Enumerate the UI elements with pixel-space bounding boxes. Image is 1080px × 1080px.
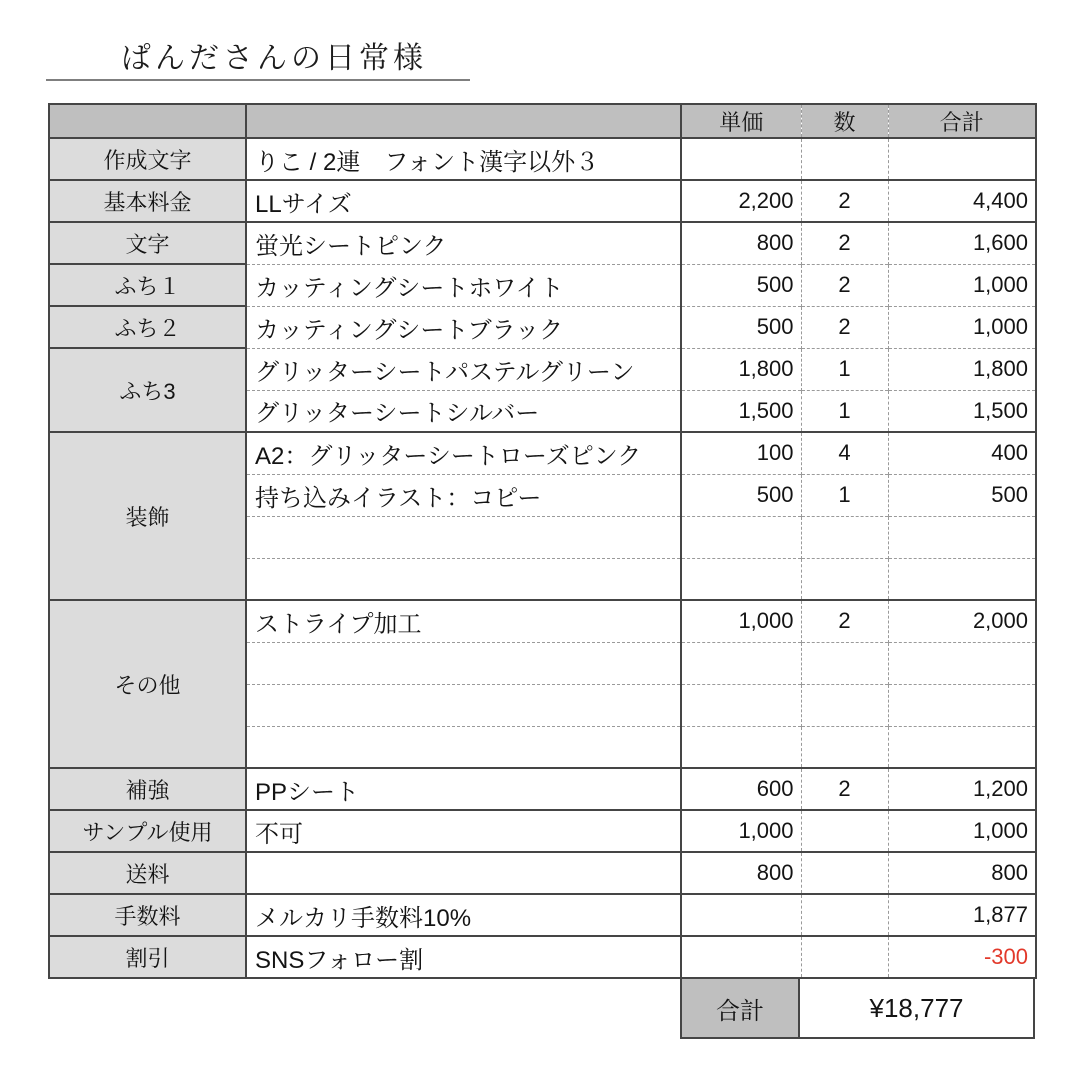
table-row	[49, 222, 1036, 264]
qty-cell: 1	[801, 390, 888, 432]
unit-price-cell	[681, 138, 801, 180]
table-row	[49, 936, 1036, 978]
total-cell: 1,200	[888, 768, 1036, 810]
item-desc-cell: PPシート	[246, 768, 681, 810]
row-label: 装飾	[49, 432, 246, 600]
total-cell: 1,500	[888, 390, 1036, 432]
unit-price-cell: 500	[681, 264, 801, 306]
total-cell: 4,400	[888, 180, 1036, 222]
grand-total	[680, 977, 1035, 1039]
qty-cell	[801, 516, 888, 558]
qty-cell	[801, 936, 888, 978]
qty-cell	[801, 558, 888, 600]
table-row	[49, 432, 1036, 474]
qty-cell: 2	[801, 180, 888, 222]
header-blank-desc	[246, 104, 681, 138]
item-desc-cell: SNSフォロー割	[246, 936, 681, 978]
customer-name-title: ぱんださんの日常様	[121, 42, 427, 75]
qty-cell: 1	[801, 348, 888, 390]
total-cell: 500	[888, 474, 1036, 516]
grand-total-value: ¥18,777	[800, 977, 1035, 1039]
row-label: 作成文字	[49, 138, 246, 180]
unit-price-cell: 500	[681, 306, 801, 348]
qty-cell: 2	[801, 264, 888, 306]
table-row	[49, 264, 1036, 306]
qty-cell	[801, 642, 888, 684]
unit-price-cell: 1,000	[681, 810, 801, 852]
title-underline	[46, 79, 470, 81]
unit-price-cell	[681, 558, 801, 600]
unit-price-cell: 1,800	[681, 348, 801, 390]
row-label: 基本料金	[49, 180, 246, 222]
qty-cell: 1	[801, 474, 888, 516]
header-blank-label	[49, 104, 246, 138]
item-desc-cell	[246, 852, 681, 894]
unit-price-cell	[681, 516, 801, 558]
row-label: 割引	[49, 936, 246, 978]
total-cell: 1,877	[888, 894, 1036, 936]
total-cell	[888, 138, 1036, 180]
total-cell: 1,000	[888, 810, 1036, 852]
table-row	[49, 894, 1036, 936]
unit-price-cell	[681, 726, 801, 768]
row-label: ふち２	[49, 306, 246, 348]
qty-cell: 2	[801, 768, 888, 810]
unit-price-cell	[681, 936, 801, 978]
header-total: 合計	[888, 104, 1036, 138]
item-desc-cell: カッティングシートブラック	[246, 306, 681, 348]
item-desc-cell	[246, 684, 681, 726]
item-desc-cell: LLサイズ	[246, 180, 681, 222]
row-label: 手数料	[49, 894, 246, 936]
row-label: ふち3	[49, 348, 246, 432]
item-desc-cell: りこ / 2連 フォント漢字以外３	[246, 138, 681, 180]
item-desc-cell	[246, 558, 681, 600]
header-row	[49, 104, 1036, 138]
qty-cell: 2	[801, 600, 888, 642]
table-row	[49, 180, 1036, 222]
unit-price-cell: 600	[681, 768, 801, 810]
total-cell	[888, 684, 1036, 726]
total-cell	[888, 642, 1036, 684]
quote-table	[48, 103, 1037, 979]
unit-price-cell	[681, 894, 801, 936]
item-desc-cell	[246, 642, 681, 684]
header-unit-price: 単価	[681, 104, 801, 138]
item-desc-cell: メルカリ手数料10%	[246, 894, 681, 936]
unit-price-cell: 800	[681, 852, 801, 894]
table-row	[49, 810, 1036, 852]
unit-price-cell: 1,500	[681, 390, 801, 432]
row-label: サンプル使用	[49, 810, 246, 852]
total-cell	[888, 558, 1036, 600]
total-cell: 1,600	[888, 222, 1036, 264]
unit-price-cell: 800	[681, 222, 801, 264]
unit-price-cell: 100	[681, 432, 801, 474]
discount-total-cell: -300	[888, 936, 1036, 978]
item-desc-cell	[246, 516, 681, 558]
item-desc-cell: ストライプ加工	[246, 600, 681, 642]
item-desc-cell: 蛍光シートピンク	[246, 222, 681, 264]
table-row	[49, 348, 1036, 390]
item-desc-cell: グリッターシートシルバー	[246, 390, 681, 432]
row-label: 補強	[49, 768, 246, 810]
item-desc-cell: 持ち込みイラスト：コピー	[246, 474, 681, 516]
total-cell: 2,000	[888, 600, 1036, 642]
row-label: 送料	[49, 852, 246, 894]
unit-price-cell	[681, 684, 801, 726]
qty-cell	[801, 894, 888, 936]
item-desc-cell: グリッターシートパステルグリーン	[246, 348, 681, 390]
qty-cell: 2	[801, 306, 888, 348]
row-label: ふち１	[49, 264, 246, 306]
table-row	[49, 768, 1036, 810]
total-cell: 1,800	[888, 348, 1036, 390]
table-row	[49, 600, 1036, 642]
header-qty: 数	[801, 104, 888, 138]
total-cell	[888, 726, 1036, 768]
row-label: その他	[49, 600, 246, 768]
table-row	[49, 138, 1036, 180]
total-cell	[888, 516, 1036, 558]
row-label: 文字	[49, 222, 246, 264]
item-desc-cell: 不可	[246, 810, 681, 852]
qty-cell	[801, 726, 888, 768]
qty-cell	[801, 810, 888, 852]
grand-total-label: 合計	[680, 977, 800, 1039]
total-cell: 800	[888, 852, 1036, 894]
item-desc-cell	[246, 726, 681, 768]
qty-cell: 2	[801, 222, 888, 264]
unit-price-cell: 500	[681, 474, 801, 516]
item-desc-cell: A2：グリッターシートローズピンク	[246, 432, 681, 474]
item-desc-cell: カッティングシートホワイト	[246, 264, 681, 306]
qty-cell	[801, 852, 888, 894]
table-row	[49, 852, 1036, 894]
total-cell: 1,000	[888, 306, 1036, 348]
total-cell: 400	[888, 432, 1036, 474]
total-cell: 1,000	[888, 264, 1036, 306]
table-row	[49, 306, 1036, 348]
unit-price-cell: 1,000	[681, 600, 801, 642]
qty-cell	[801, 684, 888, 726]
qty-cell	[801, 138, 888, 180]
qty-cell: 4	[801, 432, 888, 474]
unit-price-cell	[681, 642, 801, 684]
unit-price-cell: 2,200	[681, 180, 801, 222]
